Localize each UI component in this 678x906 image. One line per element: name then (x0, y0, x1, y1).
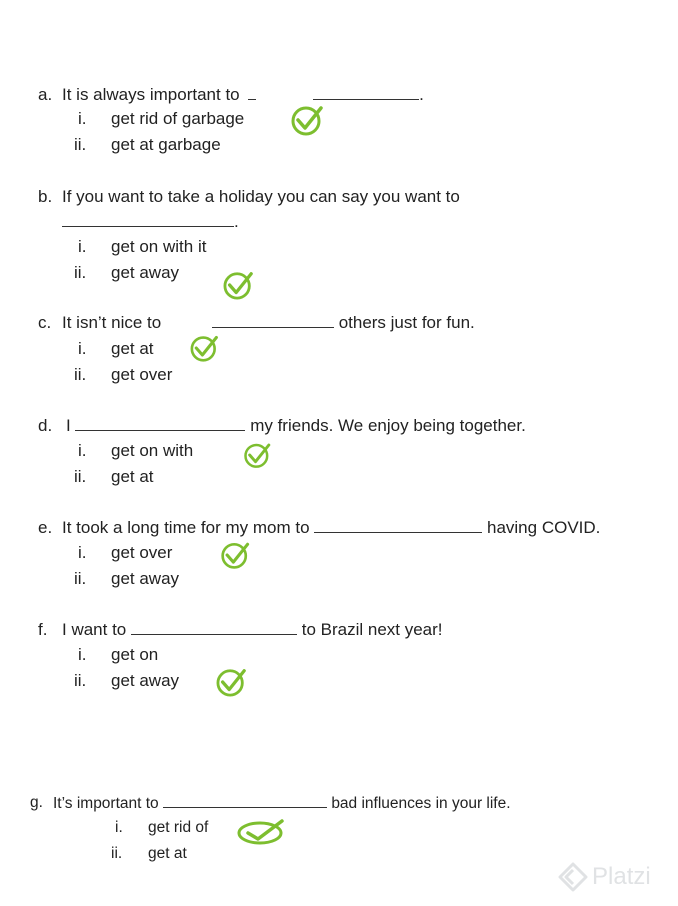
option-text[interactable]: get on with it (111, 237, 207, 256)
question-a-letter: a. (38, 85, 53, 104)
answer-blank[interactable] (248, 85, 256, 100)
answer-blank[interactable] (212, 313, 334, 328)
option-num: ii. (111, 845, 123, 862)
question-d-after: my friends. We enjoy being together. (250, 416, 526, 435)
option-text[interactable]: get on with (111, 441, 194, 460)
option-num: ii. (74, 263, 87, 282)
checkmark-icon (220, 540, 252, 570)
option-num: ii. (74, 467, 87, 486)
checkmark-icon (236, 818, 288, 846)
answer-blank[interactable] (62, 212, 234, 227)
checkmark-icon (243, 441, 273, 469)
question-d-before: I (66, 416, 71, 435)
option-num: i. (78, 109, 87, 128)
option-num: i. (78, 645, 87, 664)
option-num: i. (78, 339, 87, 358)
answer-blank[interactable] (314, 518, 482, 533)
option-text[interactable]: get rid of garbage (111, 109, 245, 128)
option-text[interactable]: get away (111, 569, 180, 588)
checkmark-icon (222, 270, 256, 300)
option-text[interactable]: get over (111, 543, 173, 562)
option-text[interactable]: get at (148, 845, 187, 862)
option-text[interactable]: get away (111, 671, 180, 690)
question-b-text: If you want to take a holiday you can say you want to (62, 187, 460, 206)
option-num: i. (78, 543, 87, 562)
question-g-after: bad influences in your life. (331, 795, 511, 812)
option-text[interactable]: get on (111, 645, 159, 664)
question-b-letter: b. (38, 187, 53, 206)
question-e-after: having COVID. (487, 518, 601, 537)
checkmark-icon (189, 334, 221, 362)
question-d-text (66, 416, 526, 436)
question-a-text (62, 85, 424, 105)
question-e-letter: e. (38, 518, 53, 537)
question-c-letter: c. (38, 313, 52, 332)
option-num: i. (115, 819, 123, 836)
answer-blank[interactable] (313, 85, 419, 100)
checkmark-icon (215, 667, 249, 697)
question-b-blank-line (62, 212, 239, 232)
question-c-text (62, 313, 475, 333)
watermark-text: Platzi (592, 863, 651, 890)
platzi-logo-icon (558, 862, 588, 892)
option-text[interactable]: get at (111, 339, 154, 358)
option-num: i. (78, 441, 87, 460)
answer-blank[interactable] (163, 793, 327, 808)
question-a-after: . (419, 85, 424, 104)
question-b-after: . (234, 212, 239, 231)
question-g-letter: g. (30, 794, 43, 811)
question-c-after: others just for fun. (338, 313, 475, 332)
question-e-text (62, 518, 600, 538)
question-a-before: It is always important to (62, 85, 240, 104)
question-g-before: It’s important to (53, 795, 159, 812)
question-f-text (62, 620, 443, 640)
answer-blank[interactable] (131, 620, 297, 635)
option-text[interactable]: get at garbage (111, 135, 221, 154)
option-num: i. (78, 237, 87, 256)
question-c-before: It isn’t nice to (62, 313, 162, 332)
option-text[interactable]: get away (111, 263, 180, 282)
option-num: ii. (74, 569, 87, 588)
question-f-before: I want to (62, 620, 127, 639)
question-e-before: It took a long time for my mom to (62, 518, 310, 537)
option-text[interactable]: get over (111, 365, 173, 384)
question-d-letter: d. (38, 416, 53, 435)
option-text[interactable]: get rid of (148, 819, 209, 836)
option-text[interactable]: get at (111, 467, 154, 486)
question-f-letter: f. (38, 620, 48, 639)
option-num: ii. (74, 671, 87, 690)
answer-blank[interactable] (75, 416, 245, 431)
checkmark-icon (290, 104, 326, 136)
question-g-text (53, 793, 511, 814)
option-num: ii. (74, 365, 87, 384)
question-f-after: to Brazil next year! (301, 620, 443, 639)
option-num: ii. (74, 135, 87, 154)
